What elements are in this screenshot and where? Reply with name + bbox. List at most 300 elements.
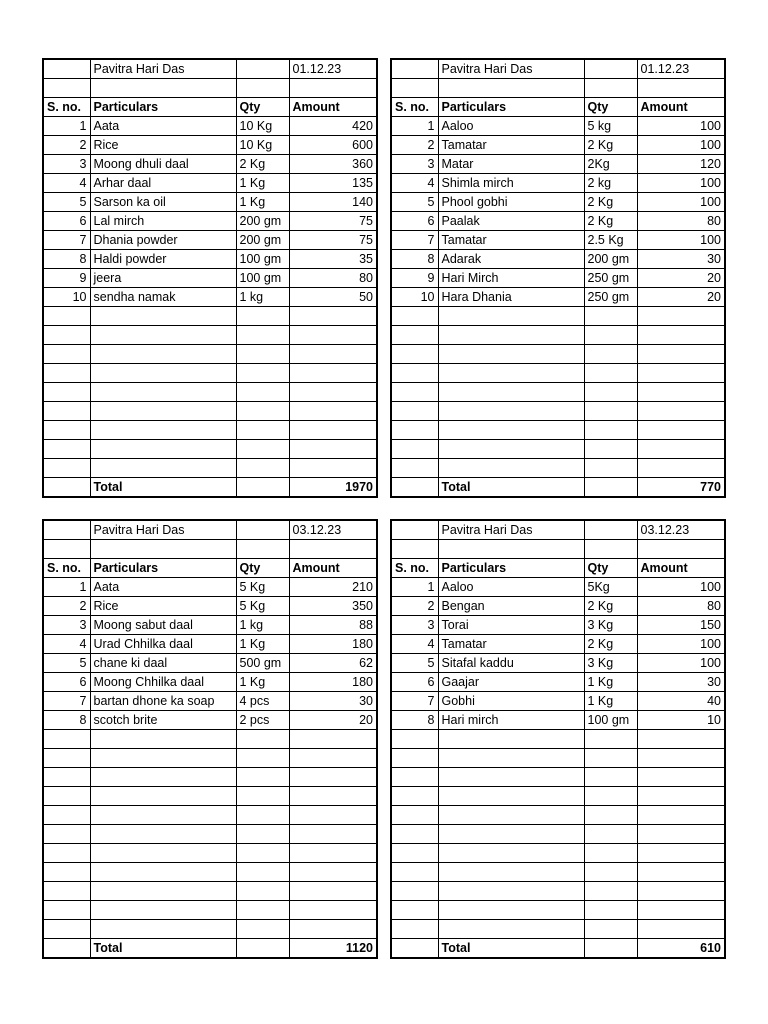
header-row	[391, 98, 725, 117]
amount-cell: 600	[289, 136, 377, 155]
empty-cell	[43, 478, 90, 498]
particulars-cell: Rice	[90, 597, 236, 616]
empty-cell	[438, 421, 584, 440]
qty-cell: 2Kg	[584, 155, 637, 174]
qty-cell: 5 Kg	[236, 597, 289, 616]
qty-cell: 2.5 Kg	[584, 231, 637, 250]
empty-cell	[584, 939, 637, 959]
particulars-cell: Shimla mirch	[438, 174, 584, 193]
qty-cell: 250 gm	[584, 288, 637, 307]
empty-cell	[43, 59, 90, 79]
particulars-cell: Aata	[90, 578, 236, 597]
empty-cell	[90, 459, 236, 478]
empty-row	[391, 326, 725, 345]
empty-row	[43, 421, 377, 440]
empty-cell	[236, 939, 289, 959]
table-row	[391, 597, 725, 616]
table-row	[43, 616, 377, 635]
empty-cell	[43, 326, 90, 345]
amount-cell: 140	[289, 193, 377, 212]
header-qty: Qty	[236, 559, 289, 578]
qty-cell: 2 Kg	[584, 597, 637, 616]
qty-cell: 4 pcs	[236, 692, 289, 711]
total-amount: 770	[637, 478, 725, 498]
empty-cell	[391, 459, 438, 478]
amount-cell: 150	[637, 616, 725, 635]
empty-cell	[43, 749, 90, 768]
empty-row	[43, 863, 377, 882]
header-qty: Qty	[584, 559, 637, 578]
sno-cell: 8	[43, 711, 90, 730]
header-particulars: Particulars	[438, 98, 584, 117]
sno-cell: 7	[43, 692, 90, 711]
qty-cell: 3 Kg	[584, 616, 637, 635]
qty-cell: 2 Kg	[236, 155, 289, 174]
empty-cell	[584, 882, 637, 901]
empty-cell	[236, 364, 289, 383]
empty-cell	[637, 749, 725, 768]
amount-cell: 360	[289, 155, 377, 174]
qty-cell: 200 gm	[236, 231, 289, 250]
empty-cell	[391, 326, 438, 345]
qty-cell: 10 Kg	[236, 117, 289, 136]
total-label: Total	[438, 939, 584, 959]
empty-cell	[584, 901, 637, 920]
amount-cell: 62	[289, 654, 377, 673]
empty-row	[43, 768, 377, 787]
empty-cell	[391, 520, 438, 540]
empty-cell	[637, 806, 725, 825]
empty-cell	[289, 768, 377, 787]
empty-row	[43, 749, 377, 768]
empty-cell	[43, 787, 90, 806]
sno-cell: 3	[43, 155, 90, 174]
amount-cell: 100	[637, 635, 725, 654]
empty-cell	[391, 383, 438, 402]
amount-cell: 100	[637, 136, 725, 155]
empty-cell	[289, 920, 377, 939]
empty-cell	[236, 307, 289, 326]
empty-cell	[584, 478, 637, 498]
amount-cell: 35	[289, 250, 377, 269]
empty-cell	[236, 825, 289, 844]
table-row	[391, 231, 725, 250]
sno-cell: 3	[391, 616, 438, 635]
particulars-cell: Aaloo	[438, 117, 584, 136]
table-row	[43, 578, 377, 597]
empty-cell	[584, 787, 637, 806]
empty-cell	[236, 440, 289, 459]
empty-row	[43, 326, 377, 345]
table-row	[391, 616, 725, 635]
empty-row	[391, 402, 725, 421]
qty-cell: 5 Kg	[236, 578, 289, 597]
particulars-cell: Lal mirch	[90, 212, 236, 231]
empty-cell	[584, 59, 637, 79]
empty-row	[43, 383, 377, 402]
empty-cell	[584, 383, 637, 402]
empty-row	[391, 844, 725, 863]
amount-cell: 50	[289, 288, 377, 307]
table-row	[391, 578, 725, 597]
particulars-cell: Paalak	[438, 212, 584, 231]
table-row	[43, 654, 377, 673]
particulars-cell: Aata	[90, 117, 236, 136]
empty-cell	[236, 402, 289, 421]
header-row	[391, 559, 725, 578]
qty-cell: 250 gm	[584, 269, 637, 288]
blank-row	[43, 79, 377, 98]
empty-cell	[637, 882, 725, 901]
empty-cell	[391, 364, 438, 383]
empty-cell	[236, 383, 289, 402]
sno-cell: 9	[43, 269, 90, 288]
qty-cell: 3 Kg	[584, 654, 637, 673]
empty-cell	[289, 383, 377, 402]
empty-row	[391, 768, 725, 787]
bill-date: 01.12.23	[289, 59, 377, 79]
sno-cell: 8	[43, 250, 90, 269]
table-row	[391, 288, 725, 307]
empty-cell	[391, 844, 438, 863]
sno-cell: 4	[391, 635, 438, 654]
amount-cell: 180	[289, 673, 377, 692]
empty-cell	[43, 440, 90, 459]
table-row	[43, 231, 377, 250]
empty-cell	[90, 402, 236, 421]
total-label: Total	[90, 478, 236, 498]
empty-cell	[236, 79, 289, 98]
customer-name: Pavitra Hari Das	[90, 520, 236, 540]
qty-cell: 100 gm	[584, 711, 637, 730]
sno-cell: 9	[391, 269, 438, 288]
ledger-table	[42, 519, 378, 959]
table-row	[43, 711, 377, 730]
empty-cell	[391, 345, 438, 364]
sno-cell: 2	[391, 136, 438, 155]
empty-cell	[236, 749, 289, 768]
empty-cell	[236, 806, 289, 825]
sno-cell: 5	[391, 654, 438, 673]
qty-cell: 1 kg	[236, 288, 289, 307]
table-row	[391, 269, 725, 288]
empty-cell	[90, 730, 236, 749]
empty-cell	[43, 421, 90, 440]
particulars-cell: Tamatar	[438, 136, 584, 155]
empty-row	[391, 920, 725, 939]
total-row	[43, 939, 377, 959]
empty-cell	[289, 345, 377, 364]
amount-cell: 100	[637, 193, 725, 212]
empty-cell	[236, 540, 289, 559]
empty-cell	[438, 383, 584, 402]
header-particulars: Particulars	[90, 559, 236, 578]
bill-date: 03.12.23	[289, 520, 377, 540]
empty-cell	[43, 520, 90, 540]
header-amount: Amount	[289, 98, 377, 117]
amount-cell: 20	[289, 711, 377, 730]
empty-cell	[438, 768, 584, 787]
empty-cell	[438, 345, 584, 364]
empty-cell	[584, 79, 637, 98]
amount-cell: 100	[637, 654, 725, 673]
empty-row	[43, 440, 377, 459]
empty-cell	[43, 844, 90, 863]
amount-cell: 100	[637, 117, 725, 136]
qty-cell: 1 Kg	[584, 692, 637, 711]
empty-row	[43, 920, 377, 939]
amount-cell: 30	[637, 250, 725, 269]
empty-cell	[43, 364, 90, 383]
header-sno: S. no.	[391, 98, 438, 117]
empty-cell	[289, 421, 377, 440]
empty-cell	[637, 402, 725, 421]
qty-cell: 1 Kg	[584, 673, 637, 692]
amount-cell: 120	[637, 155, 725, 174]
total-label: Total	[90, 939, 236, 959]
empty-cell	[637, 787, 725, 806]
particulars-cell: scotch brite	[90, 711, 236, 730]
sno-cell: 7	[391, 692, 438, 711]
empty-cell	[236, 459, 289, 478]
table-row	[391, 711, 725, 730]
particulars-cell: Bengan	[438, 597, 584, 616]
header-sno: S. no.	[43, 98, 90, 117]
customer-name: Pavitra Hari Das	[90, 59, 236, 79]
empty-cell	[584, 440, 637, 459]
sno-cell: 6	[43, 673, 90, 692]
empty-cell	[289, 901, 377, 920]
table-row	[391, 673, 725, 692]
empty-cell	[438, 307, 584, 326]
amount-cell: 350	[289, 597, 377, 616]
table-row	[43, 250, 377, 269]
empty-cell	[289, 863, 377, 882]
particulars-cell: Haldi powder	[90, 250, 236, 269]
empty-cell	[236, 844, 289, 863]
empty-cell	[289, 749, 377, 768]
amount-cell: 20	[637, 288, 725, 307]
empty-cell	[289, 806, 377, 825]
empty-cell	[289, 459, 377, 478]
empty-row	[391, 345, 725, 364]
table-row	[43, 155, 377, 174]
empty-cell	[43, 730, 90, 749]
empty-row	[391, 749, 725, 768]
empty-cell	[43, 806, 90, 825]
empty-cell	[90, 863, 236, 882]
particulars-cell: Phool gobhi	[438, 193, 584, 212]
empty-row	[43, 882, 377, 901]
empty-cell	[584, 844, 637, 863]
empty-cell	[637, 440, 725, 459]
sno-cell: 7	[391, 231, 438, 250]
title-row	[43, 59, 377, 79]
sno-cell: 4	[43, 174, 90, 193]
header-row	[43, 98, 377, 117]
empty-cell	[391, 882, 438, 901]
empty-cell	[43, 939, 90, 959]
qty-cell: 2 Kg	[584, 635, 637, 654]
empty-cell	[438, 79, 584, 98]
empty-cell	[438, 364, 584, 383]
empty-cell	[43, 345, 90, 364]
total-label: Total	[438, 478, 584, 498]
empty-cell	[236, 863, 289, 882]
table-row	[391, 635, 725, 654]
empty-cell	[90, 901, 236, 920]
qty-cell: 10 Kg	[236, 136, 289, 155]
empty-cell	[584, 345, 637, 364]
qty-cell: 100 gm	[236, 250, 289, 269]
total-row	[391, 939, 725, 959]
empty-cell	[584, 326, 637, 345]
empty-cell	[90, 383, 236, 402]
particulars-cell: Arhar daal	[90, 174, 236, 193]
empty-row	[43, 364, 377, 383]
empty-cell	[391, 825, 438, 844]
empty-row	[43, 787, 377, 806]
customer-name: Pavitra Hari Das	[438, 59, 584, 79]
table-row	[391, 136, 725, 155]
empty-cell	[391, 768, 438, 787]
empty-cell	[90, 307, 236, 326]
amount-cell: 420	[289, 117, 377, 136]
qty-cell: 1 Kg	[236, 673, 289, 692]
table-row	[43, 269, 377, 288]
empty-cell	[584, 749, 637, 768]
empty-cell	[584, 920, 637, 939]
empty-cell	[289, 307, 377, 326]
particulars-cell: Moong Chhilka daal	[90, 673, 236, 692]
amount-cell: 80	[289, 269, 377, 288]
particulars-cell: Torai	[438, 616, 584, 635]
amount-cell: 75	[289, 212, 377, 231]
particulars-cell: Moong sabut daal	[90, 616, 236, 635]
empty-cell	[438, 844, 584, 863]
table-row	[43, 193, 377, 212]
empty-cell	[90, 79, 236, 98]
sno-cell: 5	[43, 193, 90, 212]
empty-cell	[584, 730, 637, 749]
header-sno: S. no.	[43, 559, 90, 578]
amount-cell: 30	[637, 673, 725, 692]
empty-cell	[391, 920, 438, 939]
particulars-cell: Sitafal kaddu	[438, 654, 584, 673]
total-amount: 1970	[289, 478, 377, 498]
bill-date: 03.12.23	[637, 520, 725, 540]
sno-cell: 8	[391, 250, 438, 269]
header-sno: S. no.	[391, 559, 438, 578]
particulars-cell: Rice	[90, 136, 236, 155]
amount-cell: 40	[637, 692, 725, 711]
empty-cell	[584, 402, 637, 421]
empty-cell	[236, 478, 289, 498]
empty-cell	[391, 806, 438, 825]
empty-cell	[90, 844, 236, 863]
empty-row	[391, 863, 725, 882]
header-particulars: Particulars	[90, 98, 236, 117]
empty-cell	[236, 730, 289, 749]
qty-cell: 2 Kg	[584, 212, 637, 231]
empty-cell	[236, 421, 289, 440]
particulars-cell: Hari mirch	[438, 711, 584, 730]
empty-cell	[391, 59, 438, 79]
sno-cell: 10	[391, 288, 438, 307]
sno-cell: 1	[43, 578, 90, 597]
empty-cell	[438, 730, 584, 749]
table-row	[43, 673, 377, 692]
empty-cell	[289, 825, 377, 844]
empty-cell	[391, 863, 438, 882]
empty-row	[43, 844, 377, 863]
empty-cell	[43, 459, 90, 478]
empty-row	[391, 825, 725, 844]
empty-cell	[391, 787, 438, 806]
sno-cell: 7	[43, 231, 90, 250]
sno-cell: 1	[43, 117, 90, 136]
header-row	[43, 559, 377, 578]
empty-row	[391, 307, 725, 326]
empty-cell	[438, 459, 584, 478]
empty-cell	[289, 540, 377, 559]
empty-cell	[584, 459, 637, 478]
amount-cell: 210	[289, 578, 377, 597]
amount-cell: 100	[637, 231, 725, 250]
sno-cell: 1	[391, 117, 438, 136]
amount-cell: 100	[637, 578, 725, 597]
particulars-cell: Tamatar	[438, 231, 584, 250]
empty-cell	[637, 307, 725, 326]
empty-cell	[584, 806, 637, 825]
sno-cell: 2	[43, 597, 90, 616]
empty-row	[43, 459, 377, 478]
table-row	[43, 635, 377, 654]
particulars-cell: Sarson ka oil	[90, 193, 236, 212]
ledger-table	[390, 519, 726, 959]
table-row	[391, 692, 725, 711]
empty-cell	[90, 787, 236, 806]
empty-row	[43, 901, 377, 920]
empty-cell	[584, 421, 637, 440]
title-row	[391, 520, 725, 540]
particulars-cell: chane ki daal	[90, 654, 236, 673]
empty-cell	[637, 459, 725, 478]
empty-cell	[391, 402, 438, 421]
header-particulars: Particulars	[438, 559, 584, 578]
empty-cell	[438, 901, 584, 920]
empty-cell	[438, 749, 584, 768]
empty-cell	[43, 768, 90, 787]
empty-cell	[90, 825, 236, 844]
amount-cell: 75	[289, 231, 377, 250]
qty-cell: 2 Kg	[584, 136, 637, 155]
empty-cell	[236, 920, 289, 939]
qty-cell: 200 gm	[236, 212, 289, 231]
empty-cell	[289, 326, 377, 345]
empty-cell	[391, 939, 438, 959]
empty-cell	[637, 901, 725, 920]
empty-cell	[391, 478, 438, 498]
empty-row	[391, 364, 725, 383]
empty-cell	[236, 882, 289, 901]
table-row	[391, 654, 725, 673]
empty-row	[43, 307, 377, 326]
sno-cell: 3	[43, 616, 90, 635]
amount-cell: 88	[289, 616, 377, 635]
empty-cell	[43, 402, 90, 421]
particulars-cell: sendha namak	[90, 288, 236, 307]
